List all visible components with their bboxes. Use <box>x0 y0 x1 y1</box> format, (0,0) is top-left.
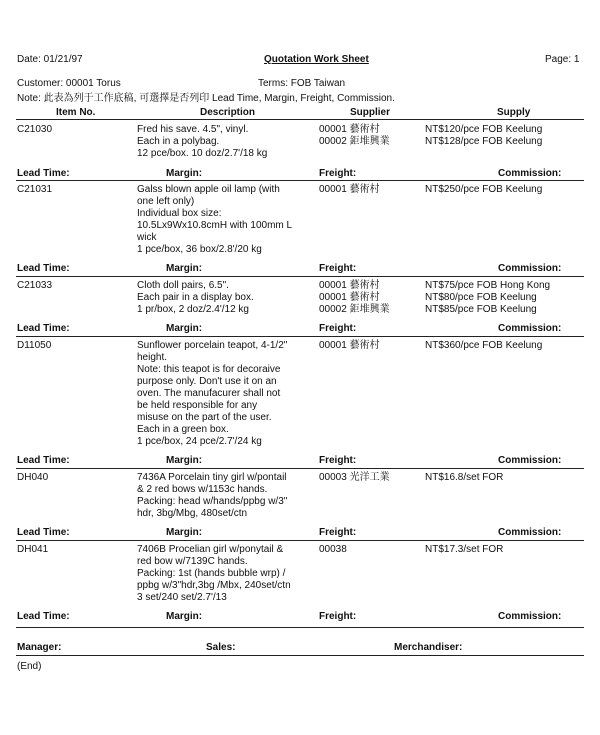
margin-label: Margin: <box>166 455 203 466</box>
report-date: Date: 01/21/97 <box>17 54 83 65</box>
item-number: C21033 <box>17 280 53 291</box>
freight-label: Freight: <box>319 168 357 179</box>
header-divider <box>16 119 584 120</box>
item-description: Galss blown apple oil lamp (with one left only) Individual box size: 10.5Lx9Wx10.8cmH with 100mm L wick 1 pce/box, 36 box/2.8'/20 kg <box>137 184 293 255</box>
margin-label: Margin: <box>166 611 203 622</box>
row-divider <box>16 336 584 337</box>
note-text: Note: 此表為列于工作底稿, 可選擇是否列印 Lead Time, Margin, Freight, Commission. <box>17 93 395 104</box>
col-supply: Supply <box>497 107 531 118</box>
commission-label: Commission: <box>498 611 562 622</box>
margin-label: Margin: <box>166 527 203 538</box>
lead-time-label: Lead Time: <box>17 263 70 274</box>
item-supply: NT$75/pce FOB Hong Kong NT$80/pce FOB Keelung NT$85/pce FOB Keelung <box>425 280 551 315</box>
item-supply: NT$17.3/set FOR <box>425 544 504 555</box>
margin-label: Margin: <box>166 323 203 334</box>
customer-field: Customer: 00001 Torus <box>17 78 121 89</box>
item-number: DH040 <box>17 472 49 483</box>
item-supply: NT$16.8/set FOR <box>425 472 504 483</box>
item-supplier: 00001 藝術村 <box>319 184 380 195</box>
item-description: Sunflower porcelain teapot, 4-1/2" height. Note: this teapot is for decoraive purpose only. Don't use it on an oven. The manufacurer shall not be held responsible for any misuse on the part of the user. Each in a green box. 1 pce/box, 24 pce/2.7'/24 kg <box>137 340 288 447</box>
item-number: DH041 <box>17 544 49 555</box>
freight-label: Freight: <box>319 263 357 274</box>
commission-label: Commission: <box>498 168 562 179</box>
col-supplier: Supplier <box>350 107 391 118</box>
margin-label: Margin: <box>166 168 203 179</box>
end-marker: (End) <box>17 661 42 672</box>
lead-time-label: Lead Time: <box>17 455 70 466</box>
item-supplier: 00003 光洋工業 <box>319 472 390 483</box>
commission-label: Commission: <box>498 455 562 466</box>
footer-divider <box>16 627 584 628</box>
sales-label: Sales: <box>206 642 236 653</box>
commission-label: Commission: <box>498 527 562 538</box>
lead-time-label: Lead Time: <box>17 527 70 538</box>
row-divider <box>16 180 584 181</box>
item-description: Fred his save. 4.5", vinyl. Each in a polybag. 12 pce/box. 10 doz/2.7'/18 kg <box>137 124 268 159</box>
item-supplier: 00001 藝術村 00001 藝術村 00002 鉅堆興業 <box>319 280 390 315</box>
freight-label: Freight: <box>319 455 357 466</box>
row-divider <box>16 468 584 469</box>
merchandiser-label: Merchandiser: <box>394 642 463 653</box>
freight-label: Freight: <box>319 611 357 622</box>
item-number: C21031 <box>17 184 53 195</box>
col-description: Description <box>200 107 256 118</box>
row-divider <box>16 276 584 277</box>
report-title: Quotation Work Sheet <box>264 54 369 65</box>
terms-field: Terms: FOB Taiwan <box>258 78 346 89</box>
item-number: C21030 <box>17 124 53 135</box>
item-supply: NT$360/pce FOB Keelung <box>425 340 543 351</box>
page-number: Page: 1 <box>545 54 580 65</box>
lead-time-label: Lead Time: <box>17 323 70 334</box>
margin-label: Margin: <box>166 263 203 274</box>
item-supplier: 00038 <box>319 544 347 555</box>
manager-label: Manager: <box>17 642 62 653</box>
item-supplier: 00001 藝術村 00002 鉅堆興業 <box>319 124 390 147</box>
freight-label: Freight: <box>319 323 357 334</box>
item-supplier: 00001 藝術村 <box>319 340 380 351</box>
commission-label: Commission: <box>498 323 562 334</box>
item-supply: NT$120/pce FOB Keelung NT$128/pce FOB Keelung <box>425 124 543 147</box>
col-item-no: Item No. <box>56 107 96 118</box>
item-supply: NT$250/pce FOB Keelung <box>425 184 543 195</box>
item-description: 7436A Porcelain tiny girl w/pontail & 2 red bows w/1153c hands. Packing: head w/hands/ppbg w/3" hdr, 3bg/Mbg, 480set/ctn <box>137 472 288 519</box>
row-divider <box>16 540 584 541</box>
lead-time-label: Lead Time: <box>17 168 70 179</box>
item-number: D11050 <box>17 340 52 351</box>
lead-time-label: Lead Time: <box>17 611 70 622</box>
commission-label: Commission: <box>498 263 562 274</box>
item-description: 7406B Procelian girl w/ponytail & red bow w/7139C hands. Packing: 1st (hands bubble wrp) / ppbg w/3"hdr,3bg /Mbx, 240set/ctn 3 set/240 set/2.7'/13 <box>137 544 291 603</box>
item-description: Cloth doll pairs, 6.5". Each pair in a display box. 1 pr/box, 2 doz/2.4'/12 kg <box>137 280 254 315</box>
footer-bottom-divider <box>16 655 584 656</box>
freight-label: Freight: <box>319 527 357 538</box>
